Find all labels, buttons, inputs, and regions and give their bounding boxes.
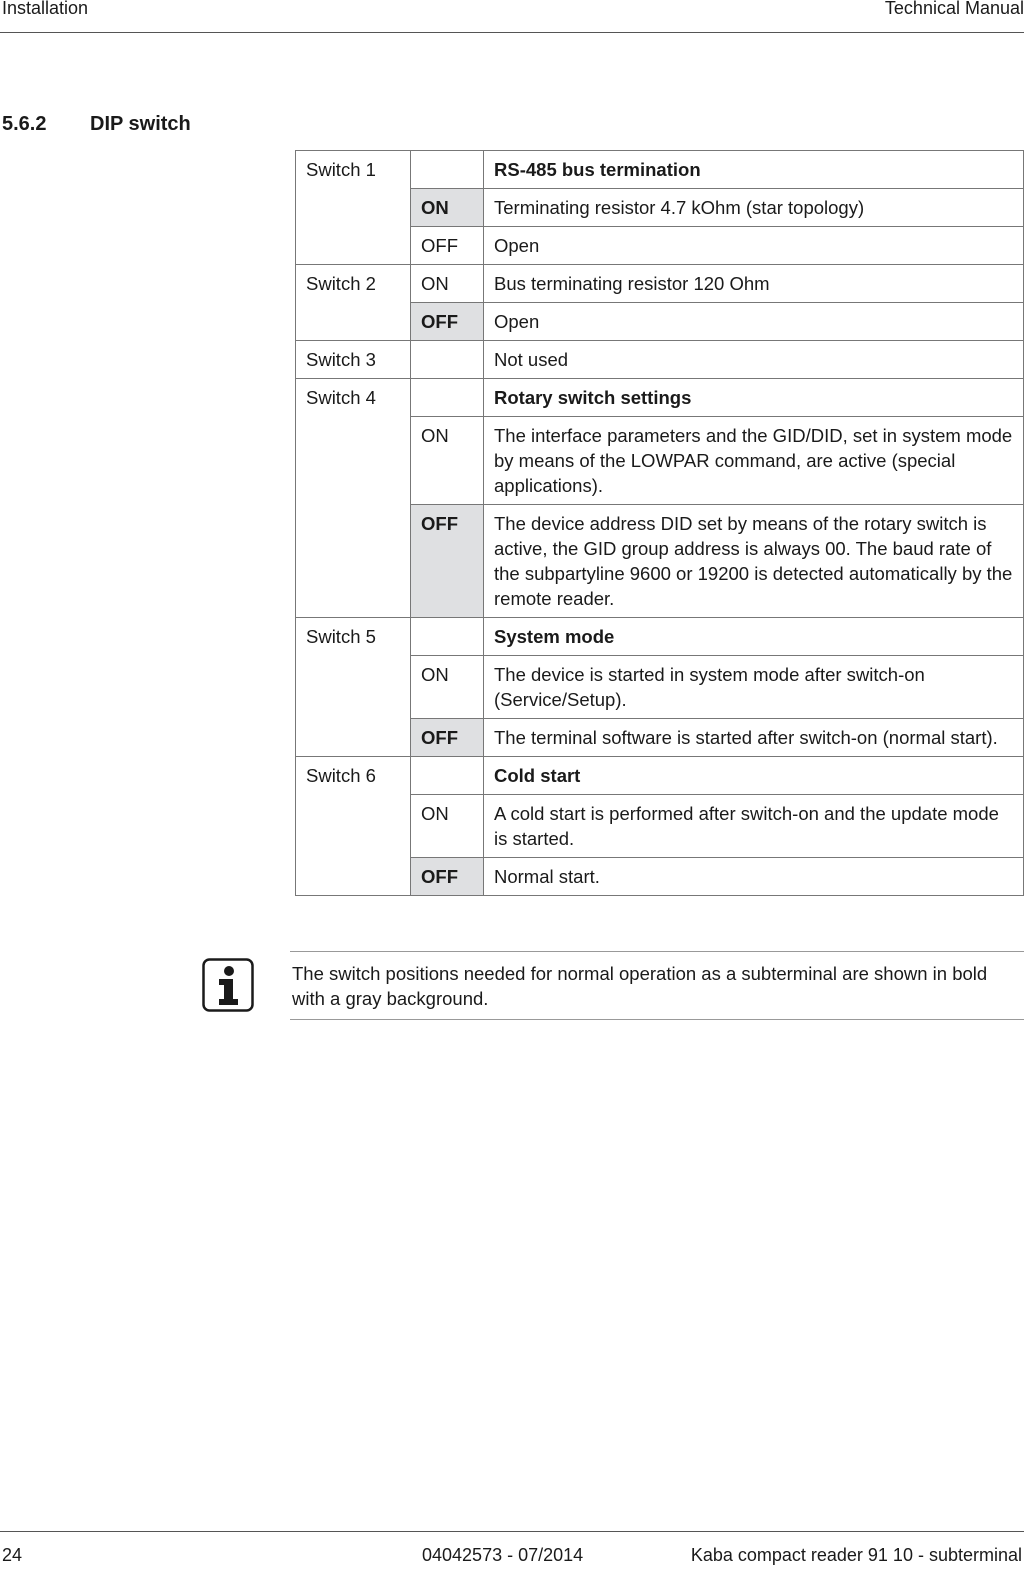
state-cell-empty [411, 151, 484, 189]
description-cell: A cold start is performed after switch-on and the update mode is started. [484, 795, 1024, 858]
document-number: 04042573 - 07/2014 [422, 1545, 584, 1565]
state-cell: ON [411, 656, 484, 719]
state-cell: ON [411, 417, 484, 505]
switch-heading: Rotary switch settings [484, 379, 1024, 417]
table-row [296, 618, 1024, 656]
page-number: 24 [2, 1545, 23, 1565]
section-number: 5.6.2 [2, 113, 47, 135]
footer-divider [0, 1531, 1024, 1532]
product-name: Kaba compact reader 91 10 - subterminal [690, 1545, 1022, 1565]
state-cell: ON [411, 795, 484, 858]
header-divider [0, 32, 1024, 33]
switch-label: Switch 1 [296, 151, 411, 265]
switch-label: Switch 3 [296, 341, 411, 379]
description-cell: Not used [484, 341, 1024, 379]
switch-heading: System mode [484, 618, 1024, 656]
note-top-rule [290, 951, 1024, 952]
header-section-label: Installation [2, 0, 89, 18]
description-cell: Open [484, 227, 1024, 265]
table-row [296, 151, 1024, 189]
note-text: The switch positions needed for normal operation as a subterminal are shown in bold with a gray background. [292, 963, 988, 1009]
section-title: DIP switch [90, 113, 191, 135]
state-cell: OFF [411, 719, 484, 757]
switch-label: Switch 6 [296, 757, 411, 896]
description-cell: The terminal software is started after switch-on (normal start). [484, 719, 1024, 757]
table-row [296, 341, 1024, 379]
state-cell-empty [411, 618, 484, 656]
table-row [296, 757, 1024, 795]
state-cell: OFF [411, 858, 484, 896]
state-cell: OFF [411, 505, 484, 618]
switch-label: Switch 4 [296, 379, 411, 618]
state-cell-empty [411, 341, 484, 379]
switch-label: Switch 5 [296, 618, 411, 757]
table-row [296, 265, 1024, 303]
description-cell: Bus terminating resistor 120 Ohm [484, 265, 1024, 303]
state-cell-empty [411, 379, 484, 417]
info-icon [202, 958, 254, 1012]
state-cell: ON [411, 189, 484, 227]
dip-switch-table [295, 150, 1024, 896]
header-manual-label: Technical Manual [884, 0, 1024, 18]
state-cell: OFF [411, 303, 484, 341]
description-cell: The device address DID set by means of the rotary switch is active, the GID group address is always 00. The baud rate of the subpartyline 9600 or 19200 is detected automatically by the remote reader. [484, 505, 1024, 618]
state-cell-empty [411, 757, 484, 795]
description-cell: Normal start. [484, 858, 1024, 896]
description-cell: Terminating resistor 4.7 kOhm (star topology) [484, 189, 1024, 227]
switch-heading: RS-485 bus termination [484, 151, 1024, 189]
state-cell: OFF [411, 227, 484, 265]
description-cell: The interface parameters and the GID/DID, set in system mode by means of the LOWPAR command, are active (special applications). [484, 417, 1024, 505]
switch-label: Switch 2 [296, 265, 411, 341]
note-bottom-rule [290, 1019, 1024, 1020]
description-cell: The device is started in system mode after switch-on (Service/Setup). [484, 656, 1024, 719]
switch-heading: Cold start [484, 757, 1024, 795]
table-row [296, 379, 1024, 417]
state-cell: ON [411, 265, 484, 303]
description-cell: Open [484, 303, 1024, 341]
